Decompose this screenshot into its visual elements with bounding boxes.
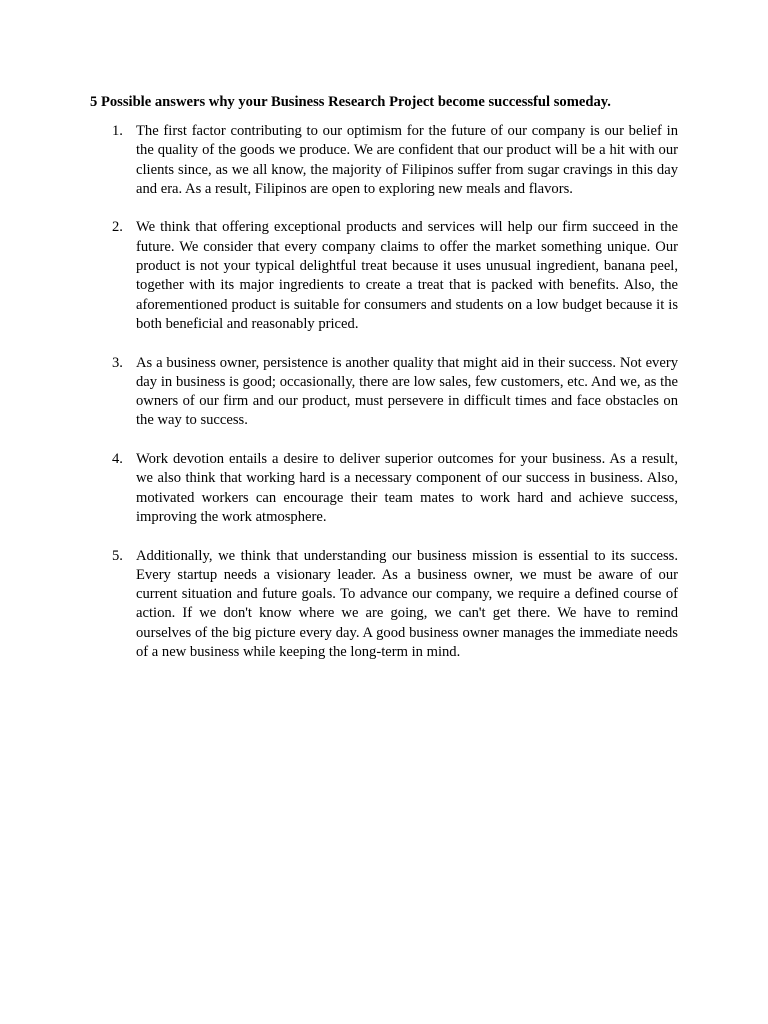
answers-list xyxy=(90,122,678,682)
document-title: 5 Possible answers why your Business Research Project become successful someday. xyxy=(90,94,611,110)
list-item-number: 5. xyxy=(112,547,123,564)
list-item-text: We think that offering exceptional products and services will help our firm succeed in the future. We consider that every company claims to offer the market something unique. Our product is not your typical delightful treat because it uses unusual ingredient, banana peel, together with its major ingredients to create a treat that is packed with benefits. Also, the aforementioned product is suitable for consumers and students on a low budget because it is both beneficial and reasonably priced. xyxy=(136,219,678,332)
list-item xyxy=(90,450,678,527)
list-item xyxy=(90,547,678,663)
list-item-number: 1. xyxy=(112,123,123,139)
list-item-text: As a business owner, persistence is another quality that might aid in their success. Not every day in business is good; occasionally, there are low sales, few customers, etc. And we, as the owners of our firm and our product, must persevere in difficult times and face obstacles on the way to success. xyxy=(136,354,678,429)
list-item xyxy=(90,354,678,431)
list-item xyxy=(90,122,678,199)
list-item-number: 4. xyxy=(112,451,123,468)
list-item-text: The first factor contributing to our optimism for the future of our company is our belief in the quality of the goods we produce. We are confident that our product will be a hit with our clients since, as we all know, the majority of Filipinos suffer from sugar cravings in this day and era. As a result, Filipinos are open to exploring new meals and flavors. xyxy=(136,123,678,197)
list-item-number: 2. xyxy=(112,219,123,236)
list-item-text: Additionally, we think that understanding our business mission is essential to its success. Every startup needs a visionary leader. As a business owner, we must be aware of our current situation and future goals. To advance our company, we require a defined course of action. If we don't know where we are going, we can't get there. We have to remind ourselves of the big picture every day. A good business owner manages the immediate needs of a new business while keeping the long-term in mind. xyxy=(136,547,678,661)
list-item-text: Work devotion entails a desire to deliver superior outcomes for your business. As a result, we also think that working hard is a necessary component of our success in business. Also, motivated workers can encourage their team mates to work hard and achieve success, improving the work atmosphere. xyxy=(136,451,678,525)
list-item-number: 3. xyxy=(112,354,123,371)
list-item xyxy=(90,218,678,334)
